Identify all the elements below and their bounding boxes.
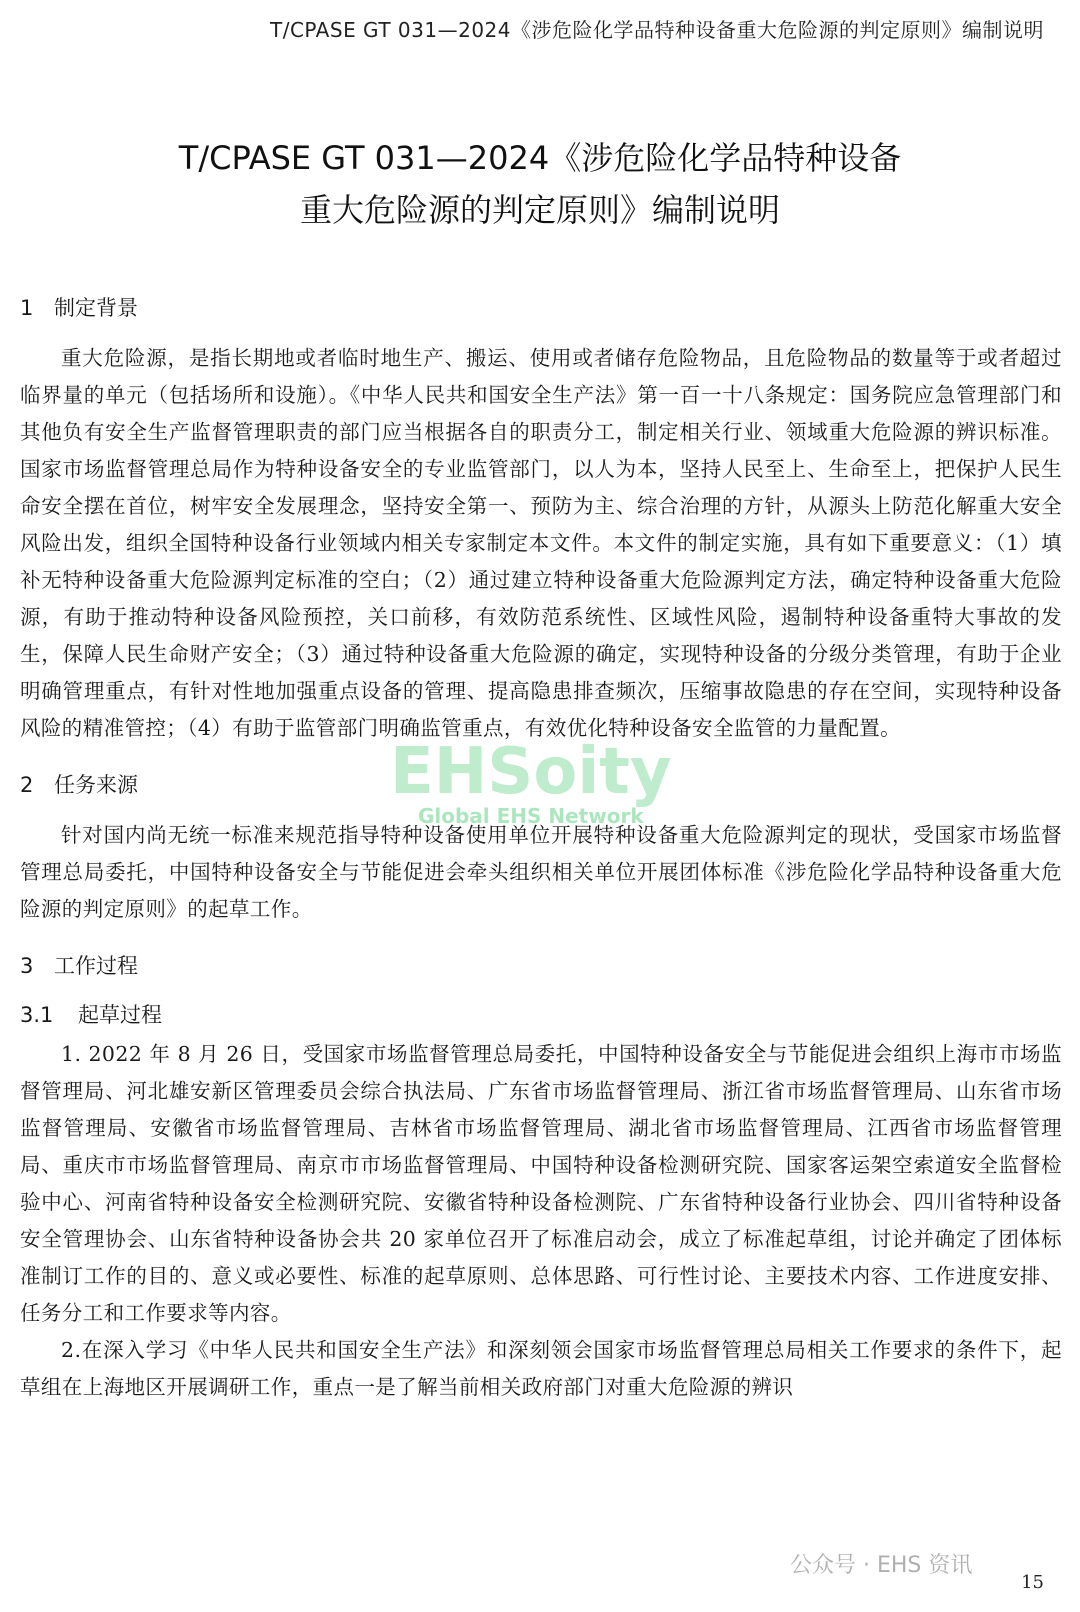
subsection-3-1-heading — [20, 998, 1062, 1032]
subsection-title: 起草过程 — [78, 1003, 162, 1027]
document-title — [0, 132, 1080, 236]
watermark-tagline: Global EHS Network — [417, 804, 644, 828]
section-title: 制定背景 — [54, 296, 138, 320]
section-2-paragraph: 针对国内尚无统一标准来规范指导特种设备使用单位开展特种设备重大危险源判定的现状，受国家市场监督管理总局委托，中国特种设备安全与节能促进会牵头组织相关单位开展团体标准《涉危险化学品特种设备重大危险源的判定原则》的起草工作。 — [20, 823, 1062, 921]
section-1-heading — [20, 290, 1062, 326]
subsection-3-1-paragraph-1: 1. 2022 年 8 月 26 日，受国家市场监督管理总局委托，中国特种设备安全与节能促进会组织上海市市场监督管理局、河北雄安新区管理委员会综合执法局、广东省市场监督管理局、浙江省市场监督管理局、山东省市场监督管理局、安徽省市场监督管理局、吉林省市场监督管理局、湖北省市场监督管理局、江西省市场监督管理局、重庆市市场监督管理局、南京市市场监督管理局、中国特种设备检测研究院、国家客运架空索道安全监督检验中心、河南省特种设备安全检测研究院、安徽省特种设备检测院、广东省特种设备行业协会、四川省特种设备安全管理协会、山东省特种设备协会共 20 家单位召开了标准启动会，成立了标准起草组，讨论并确定了团体标准制订工作的目的、意义或必要性、标准的起草原则、总体思路、可行性讨论、主要技术内容、工作进度安排、任务分工和工作要求等内容。 — [20, 1042, 1062, 1325]
subsection-3-1-paragraph-2: 2.在深入学习《中华人民共和国安全生产法》和深刻领会国家市场监督管理总局相关工作要求的条件下，起草组在上海地区开展调研工作，重点一是了解当前相关政府部门对重大危险源的辨识 — [20, 1338, 1062, 1399]
document-body — [20, 290, 1062, 1406]
page-number: 15 — [1021, 1572, 1044, 1593]
running-header: T/CPASE GT 031—2024《涉危险化学品特种设备重大危险源的判定原则》编制说明 — [269, 18, 1044, 42]
section-number: 3 — [20, 954, 34, 978]
section-number: 1 — [20, 296, 34, 320]
section-1-paragraph: 重大危险源，是指长期地或者临时地生产、搬运、使用或者储存危险物品，且危险物品的数量等于或者超过临界量的单元（包括场所和设施）。《中华人民共和国安全生产法》第一百一十八条规定：国务院应急管理部门和其他负有安全生产监督管理职责的部门应当根据各自的职责分工，制定相关行业、领域重大危险源的辨识标准。国家市场监督管理总局作为特种设备安全的专业监管部门，以人为本，坚持人民至上、生命至上，把保护人民生命安全摆在首位，树牢安全发展理念，坚持安全第一、预防为主、综合治理的方针，从源头上防范化解重大安全风险出发，组织全国特种设备行业领域内相关专家制定本文件。本文件的制定实施，具有如下重要意义：（1）填补无特种设备重大危险源判定标准的空白；（2）通过建立特种设备重大危险源判定方法，确定特种设备重大危险源，有助于推动特种设备风险预控，关口前移，有效防范系统性、区域性风险，遏制特种设备重特大事故的发生，保障人民生命财产安全；（3）通过特种设备重大危险源的确定，实现特种设备的分级分类管理，有助于企业明确管理重点，有针对性地加强重点设备的管理、提高隐患排查频次，压缩事故隐患的存在空间，实现特种设备风险的精准管控；（4）有助于监管部门明确监管重点，有效优化特种设备安全监管的力量配置。 — [20, 346, 1062, 740]
footer-watermark: 公众号 · EHS 资讯 — [790, 1553, 973, 1578]
section-title: 工作过程 — [54, 954, 138, 978]
section-title: 任务来源 — [54, 773, 138, 797]
title-line-2: 重大危险源的判定原则》编制说明 — [299, 191, 780, 229]
section-3-heading — [20, 948, 1062, 984]
section-2-heading — [20, 767, 1062, 803]
subsection-number: 3.1 — [20, 1003, 54, 1027]
watermark-brand: EHSoity — [390, 735, 672, 809]
section-number: 2 — [20, 773, 34, 797]
title-line-1: T/CPASE GT 031—2024《涉危险化学品特种设备 — [178, 139, 902, 177]
